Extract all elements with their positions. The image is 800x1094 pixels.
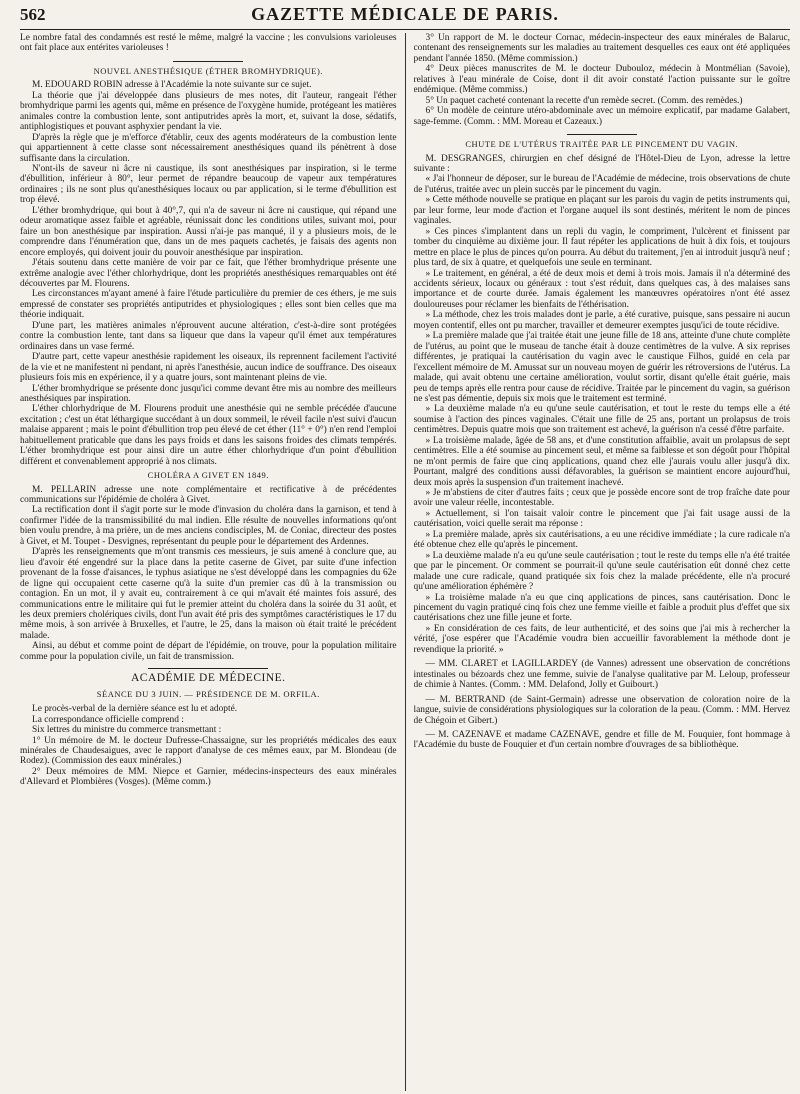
right-column [414, 33, 791, 1091]
paragraph: 4° Deux pièces manuscrites de M. le docteur Dubouloz, médecin à Montmélian (Savoie), relatives à l'eau minérale de Coise, dont il dit avoir constaté l'action puissante sur le goître endémique. (Même commiss.) [413, 64, 791, 96]
paragraph: D'après les renseignements que m'ont transmis ces messieurs, je suis amené à conclure que, au lieu d'avoir été engendré sur la place dans la petite caserne de Givet, par suite d'une infection provenant de la fosse d'aisances, le typhus asiatique ne s'est développé dans les compagnies du 62e de ligne qui occupaient cette caserne qu'à la suite d'un premier cas dû à la transmission ou contagion. En un mot, il y avait eu, contrairement à ce qui m'avait été maintes fois assuré, des communications entre le militaire qui fut le premier atteint du choléra dans la soirée du 31 août, et les deux premiers cholériques civils, dont l'un avait été pris des symptômes caractéristiques le 17 du même mois, à son arrivée à Bruxelles, et l'autre, le 25, dans la maison où était traité le précédent malade. [20, 547, 397, 641]
paragraph: » La troisième malade n'a eu que cinq applications de pinces, sans cautérisation. Donc le pincement du vagin pratiqué cinq fois chez une femme vieille et faible a produit plus d'effet que six cautérisations chez une fille jeune et forte. [413, 592, 791, 624]
paragraph: La rectification dont il s'agit porte sur le mode d'invasion du choléra dans la garnison, et tend à confirmer l'idée de la transmissibilité du mal indien. Elle résulte de nouvelles informations qu'ont bien voulu prendre, à ma prière, un de mes anciens condisciples, M. de Coniac, directeur des postes à Givet, et M. Toupet - Desvignes, représentant du peuple pour le département des Ardennes. [20, 505, 397, 547]
page-body [20, 33, 790, 1091]
paragraph: » Ces pinces s'implantent dans un repli du vagin, le compriment, l'ulcèrent et finissent par tomber du cinquième au dixième jour. Il faut répéter les applications de huit à dix fois, et toujours mettre en place le plus de pinces qu'on pourra. Au début du traitement, j'en ai introduit jusqu'à neuf ; plus tard, de six à quatre, et quelquefois une seule en terminant. [413, 226, 791, 269]
paragraph: » La première malade que j'ai traitée était une jeune fille de 18 ans, atteinte d'une chute complète de l'utérus, au point que le museau de tanche était à douze centimètres de la vulve. A six reprises différentes, je pratiquai la cautérisation du vagin avec le caustique Filhos, guidé en cela par l'excellent mémoire de M. Amussat sur un nouveau moyen de guérir les rétroversions de l'utérus. La malade, qui avait obtenu une certaine amélioration, voulut sortir, disant qu'elle était guérie, mais peu de temps après elle rentra pour cause de récidive. Traitée par le pincement du vagin, sa guérison ne s'est pas démentie, depuis six mois que le traitement est terminé. [413, 331, 791, 404]
paragraph: Six lettres du ministre du commerce transmettant : [32, 725, 222, 736]
paragraph: D'après la règle que je m'efforce d'établir, ceux des agents modérateurs de la combustion lente qui appartiennent à cette classe sont nécessairement anesthésiques quand ils pénètrent à dose suffisante dans la circulation. [20, 132, 397, 164]
page-header [20, 4, 790, 30]
paragraph: L'éther bromhydrique se présente donc jusqu'ici comme devant être mis au nombre des meilleurs anesthésiques par inspiration. [20, 383, 397, 404]
paragraph: D'autre part, cette vapeur anesthésie rapidement les oiseaux, ils reprennent facilement l'activité de la vie et ne manifestent ni pendant, ni après l'anesthésie, aucun indice de souffrance. Des oiseaux plusieurs fois mis en expérience, il y a quatre jours, sont maintenant pleins de vie. [20, 352, 397, 384]
academy-heading: ACADÉMIE DE MÉDECINE. [130, 672, 286, 685]
paragraph: Les circonstances m'ayant amené à faire l'étude particulière du premier de ces éthers, je me suis empressé de constater ses propriétés antiputrides et physiologiques ; elles sont bien celles que ma théorie indiquait. [20, 289, 397, 321]
paragraph: » En considération de ces faits, de leur authenticité, et des soins que j'ai mis à rechercher la vérité, j'ose espérer que l'Académie voudra bien accueillir favorablement la méthode dont je revendique la priorité. » [413, 623, 791, 655]
paragraph: 2° Deux mémoires de MM. Niepce et Garnier, médecins-inspecteurs des eaux minérales d'Allevard et Plombières (Vosges). (Même comm.) [20, 766, 397, 788]
paragraph: 3° Un rapport de M. le docteur Cornac, médecin-inspecteur des eaux minérales de Balaruc, contenant des renseignements sur les maladies au traitement desquelles ces eaux ont été appliquées pendant l'année 1850. (Même commission.) [413, 33, 791, 64]
paragraph: » Je m'abstiens de citer d'autres faits ; ceux que je possède encore sont de trop fraîche date pour avoir une valeur réelle, incontestable. [413, 488, 791, 509]
page-number: 562 [20, 5, 46, 24]
paragraph: » La deuxième malade n'a eu qu'une seule cautérisation, et tout le reste du temps elle a été soumise à l'action des pinces vaginales. C'était une fille de 25 ans, portant un prolapsus de trois centimètres. Depuis quatre mois que son traitement est achevé, la guérison n'a cessé d'être parfaite. [413, 404, 791, 436]
paragraph: » La deuxième malade n'a eu qu'une seule cautérisation ; tout le reste du temps elle n'a été traitée que par le pincement. Or comment se pourrait-il qu'une seule cautérisation eût donné chez cette malade une cure radicale, quand pratiquée six fois chez la malade précédente, elle n'a procuré qu'une amélioration éphémère ? [413, 550, 791, 593]
paragraph: Ainsi, au début et comme point de départ de l'épidémie, on trouve, pour la population militaire comme pour la population civile, un fait de transmission. [20, 641, 397, 662]
section-heading-cholera: CHOLÉRA A GIVET EN 1849. [147, 470, 269, 481]
paragraph: « J'ai l'honneur de déposer, sur le bureau de l'Académie de médecine, trois observations de chute de l'utérus, traitée avec un plein succès par le pincement du vagin. [413, 174, 791, 195]
section-divider [567, 134, 637, 135]
intro-paragraph: Le nombre fatal des condamnés est resté le même, malgré la vaccine ; les convulsions varioleuses ont fait place aux entérites varioleuses ! [20, 33, 397, 54]
paragraph: » Cette méthode nouvelle se pratique en plaçant sur les parois du vagin de petits instruments qui, par leur forme, leur mode d'action et l'organe auquel ils sont destinés, méritent le nom de pinces vaginales. [413, 195, 791, 227]
paragraph: — M. BERTRAND (de Saint-Germain) adresse une observation de coloration noire de la langue, suivie de considérations physiologiques sur la coloration de la peau. (Comm. : MM. Hervez de Chégoin et Gibert.) [413, 694, 791, 726]
paragraph: Le procès-verbal de la dernière séance est lu et adopté. [32, 704, 238, 715]
paragraph: » La troisième malade, âgée de 58 ans, et d'une constitution affaiblie, avait un prolapsus de sept centimètres. Elle a été soumise au pincement seul, et même sa faiblesse et son dégoût pour l'hôpital ne m'ont permis de faire que cinq applications, quand chez elle j'aurais voulu aller jusqu'à dix. Pourtant, malgré des conditions aussi défavorables, la guérison se maintient encore aujourd'hui, deux mois après la suspension d'un traitement inachevé. [413, 435, 791, 488]
paragraph: 1° Un mémoire de M. le docteur Dufresse-Chassaigne, sur les propriétés médicales des eaux minérales de Chaudesaigues, avec le rapport d'analyse de ces mêmes eaux, par M. Blondeau (de Rodez). (Commission des eaux minérales.) [20, 735, 397, 767]
column-rule [405, 33, 406, 1091]
paragraph: La théorie que j'ai développée dans plusieurs de mes notes, dit l'auteur, rangeait l'éther bromhydrique parmi les agents qui, même en présence de l'oxygène humide, protégeant les matières animales contre la combustion lente, sont antiputrides après la mort, et, suivant la dose, sédatifs, antiphlogistiques et pouvant asphyxier pendant la vie. [20, 90, 397, 133]
paragraph: » Actuellement, si l'on taisait valoir contre le pincement que j'ai fait usage aussi de la cautérisation, voici quelle serait ma réponse : [413, 508, 791, 530]
paragraph: L'éther bromhydrique, qui bout à 40°,7, qui n'a de saveur ni âcre ni caustique, qui répand une odeur aromatique assez faible et agréable, réunissait donc les conditions utiles, suivant moi, pour faire un bon anesthésique par inspiration. Aussi n'ai-je pas manqué, il y a plusieurs mois, de le comprendre dans l'énumération que, dans un de mes paquets cachetés, je faisais des agents non encore employés, qui doivent jouir du pouvoir anesthésique par inspiration. [20, 205, 397, 258]
section-heading-chute: CHUTE DE L'UTÉRUS TRAITÉE PAR LE PINCEMENT DU VAGIN. [465, 139, 739, 150]
paragraph: » Le traitement, en général, a été de deux mois et demi à trois mois. Jamais il n'a déterminé des accidents sérieux, locaux ou généraux : tout s'est réduit, dans quelques cas, à des malaises sans importance et de courte durée. Jamais également les manœuvres opératoires n'ont été assez douloureuses pour réclamer les bienfaits de l'éthérisation. [413, 268, 791, 310]
masthead-title: GAZETTE MÉDICALE DE PARIS. [251, 4, 559, 24]
session-heading: SÉANCE DU 3 JUIN. — PRÉSIDENCE DE M. ORFILA. [96, 688, 320, 699]
section-heading-ether: NOUVEL ANESTHÉSIQUE (ÉTHER BROMHYDRIQUE). [93, 65, 323, 76]
paragraph: » La méthode, chez les trois malades dont je parle, a été curative, puisque, sans pessaire ni aucun moyen contentif, elles ont pu marcher, travailler et demeurer exemptes jusqu'ici de toute récidive. [413, 310, 791, 331]
paragraph: 6° Un modèle de ceinture utéro-abdominale avec un mémoire explicatif, par madame Galabert, sage-femme. (Comm. : MM. Moreau et Cazeaux.) [413, 106, 791, 127]
paragraph: L'éther chlorhydrique de M. Flourens produit une anesthésie qui ne semble précédée d'aucune excitation ; c'est un état léthargique succédant à un doux sommeil, le réveil facile n'est suivi d'aucun malaise apparent ; mais le point d'ébullition trop peu élevé de cet éther (11° + 0°) n'en rend l'emploi habituellement praticable que dans les pays froids et dans les saisons froides des climats tempérés. L'éther bromhydrique est pour ainsi dire un autre éther chlorhydrique d'un point d'ébullition différent et convenablement approprié à nos climats. [20, 404, 397, 467]
section-divider [148, 668, 268, 669]
paragraph: N'ont-ils de saveur ni âcre ni caustique, ils sont anesthésiques par inspiration, si le terme d'ébullition, inférieur à 80°, leur permet de répandre beaucoup de vapeur aux températures ordinaires ; ils ne sont plus qu'anesthésiques locaux ou par application, si le terme d'ébullition est trop élevé. [20, 163, 397, 206]
paragraph: 5° Un paquet cacheté contenant la recette d'un remède secret. (Comm. des remèdes.) [425, 95, 743, 106]
paragraph: D'une part, les matières animales n'éprouvent aucune altération, c'est-à-dire sont protégées contre la combustion lente, tant dans sa liqueur que dans la vapeur qu'il émet aux températures ordinaires dans un vase fermé. [20, 320, 397, 352]
paragraph: » La première malade, après six cautérisations, a eu une récidive immédiate ; la cure radicale n'a été obtenue chez elle qu'après le pincement. [413, 529, 791, 551]
paragraph: — M. CAZENAVE et madame CAZENAVE, gendre et fille de M. Fouquier, font hommage à l'Académie du buste de Fouquier et d'un certain nombre d'ouvrages de sa bibliothèque. [413, 730, 791, 751]
paragraph: M. DESGRANGES, chirurgien en chef désigné de l'Hôtel-Dieu de Lyon, adresse la lettre suivante : [413, 153, 791, 174]
paragraph: M. PELLARIN adresse une note complémentaire et rectificative à de précédentes communications sur l'épidémie de choléra à Givet. [20, 484, 397, 506]
left-column [20, 33, 397, 1091]
paragraph: J'étais soutenu dans cette manière de voir par ce fait, que l'éther bromhydrique présente une extrême analogie avec l'éther chlorhydrique, dont les propriétés anesthésiques remarquables ont été découvertes par M. Flourens. [20, 258, 397, 289]
paragraph: La correspondance officielle comprend : [32, 714, 184, 725]
section-divider [173, 61, 243, 62]
paragraph: — MM. CLARET et LAGILLARDEY (de Vannes) adressent une observation de concrétions intestinales ou bézoards chez une femme, suivie de l'analyse qualitative par M. Leloup, professeur de chimie à Nantes. (Comm. : MM. Delafond, Jolly et Guibourt.) [413, 659, 791, 691]
paragraph: M. EDOUARD ROBIN adresse à l'Académie la note suivante sur ce sujet. [32, 80, 312, 91]
